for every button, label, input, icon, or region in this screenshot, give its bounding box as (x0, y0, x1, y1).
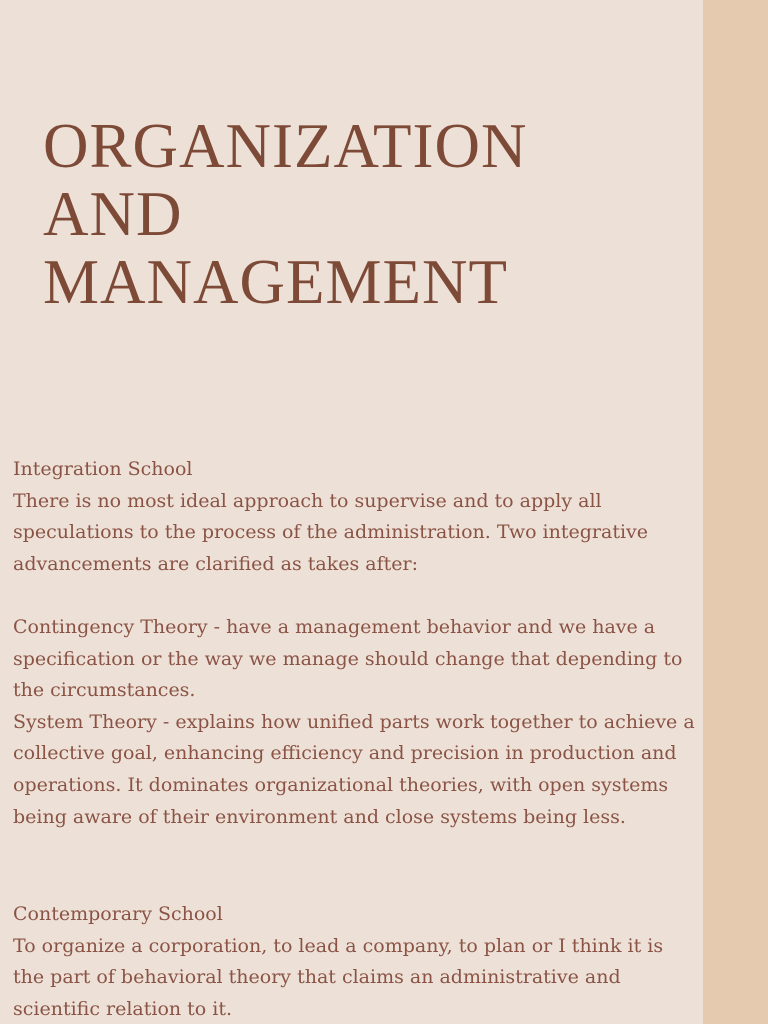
paragraph-line: speculations to the process of the administration. Two integrative (13, 521, 649, 544)
system-theory-paragraph (13, 707, 703, 833)
paragraph-line: specification or the way we manage should change that depending to (13, 647, 683, 670)
body-text (13, 454, 703, 1024)
section-heading: Integration School (13, 458, 193, 480)
paragraph-line: collective goal, enhancing efficiency and precision in production and (13, 742, 677, 765)
paragraph-line: To organize a corporation, to lead a company, to plan or I think it is (13, 934, 664, 957)
paragraph-line: System Theory - explains how unified parts work together to achieve a (13, 710, 695, 733)
title-line: MANAGEMENT (43, 247, 508, 317)
contingency-theory-paragraph (13, 612, 703, 707)
title-line: ORGANIZATION (43, 111, 528, 181)
page-title (43, 112, 527, 316)
paragraph-line: the circumstances. (13, 679, 196, 702)
paragraph-line: advancements are clarified as takes after: (13, 552, 418, 575)
paragraph-line: the part of behavioral theory that claims an administrative and (13, 966, 621, 989)
paragraph-line: operations. It dominates organizational theories, with open systems (13, 773, 669, 796)
section-heading: Contemporary School (13, 903, 223, 926)
section-spacer (13, 833, 703, 899)
paragraph-spacer (13, 580, 703, 612)
integration-school-section (13, 454, 703, 580)
paragraph-line: being aware of their environment and close systems being less. (13, 805, 626, 828)
right-side-band (703, 0, 768, 1024)
paragraph-line: There is no most ideal approach to supervise and to apply all (13, 489, 602, 512)
contemporary-school-section (13, 899, 703, 1024)
title-line: AND (43, 179, 183, 249)
paragraph-line: Contingency Theory - have a management behavior and we have a (13, 615, 656, 638)
paragraph-line: scientific relation to it. (13, 997, 233, 1020)
